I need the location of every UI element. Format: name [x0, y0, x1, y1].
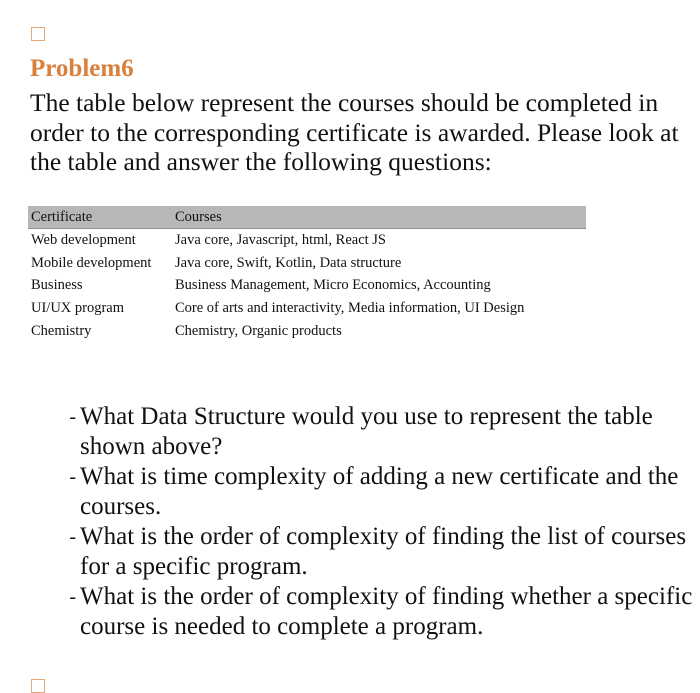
- header-courses: Courses: [172, 206, 586, 229]
- question-text: What is the order of complexity of finding whether a specific course is needed to complete a program.: [80, 583, 693, 640]
- table-row: [28, 320, 586, 343]
- question-text: What is time complexity of adding a new certificate and the courses.: [80, 463, 679, 520]
- question-item: [52, 522, 697, 582]
- certificate-cell: Chemistry: [31, 322, 92, 339]
- courses-cell: Java core, Swift, Kotlin, Data structure: [175, 254, 402, 271]
- problem-title: Problem6: [30, 55, 134, 82]
- dash-bullet: -: [69, 406, 76, 428]
- certificate-cell: Business: [31, 277, 83, 294]
- question-text: What is the order of complexity of finding the list of courses for a specific program.: [80, 523, 687, 580]
- table-header-row: [28, 206, 586, 229]
- certificate-cell: UI/UX program: [31, 299, 125, 316]
- courses-cell: Java core, Javascript, html, React JS: [175, 231, 386, 248]
- courses-cell: Core of arts and interactivity, Media information, UI Design: [175, 299, 525, 316]
- header-certificate: Certificate: [28, 206, 172, 229]
- certificate-cell: Web development: [31, 231, 136, 248]
- certificate-cell: Mobile development: [31, 254, 152, 271]
- questions-list: [52, 402, 697, 642]
- table-row: [28, 274, 586, 297]
- dash-bullet: -: [69, 586, 76, 608]
- checkbox[interactable]: [31, 679, 45, 693]
- dash-bullet: -: [69, 526, 76, 548]
- courses-table: [28, 206, 586, 342]
- table-row: [28, 229, 586, 252]
- checkbox[interactable]: [31, 27, 45, 41]
- question-item: [52, 462, 697, 522]
- problem-intro: The table below represent the courses should be completed in order to the corresponding certificate is awarded. Please look at the table and answer the following questions:: [30, 88, 679, 176]
- courses-cell: Business Management, Micro Economics, Accounting: [175, 277, 491, 294]
- question-item: [52, 582, 697, 642]
- table-row: [28, 297, 586, 320]
- question-text: What Data Structure would you use to represent the table shown above?: [80, 403, 653, 460]
- courses-cell: Chemistry, Organic products: [175, 322, 342, 339]
- dash-bullet: -: [69, 466, 76, 488]
- table-row: [28, 252, 586, 275]
- question-item: [52, 402, 697, 462]
